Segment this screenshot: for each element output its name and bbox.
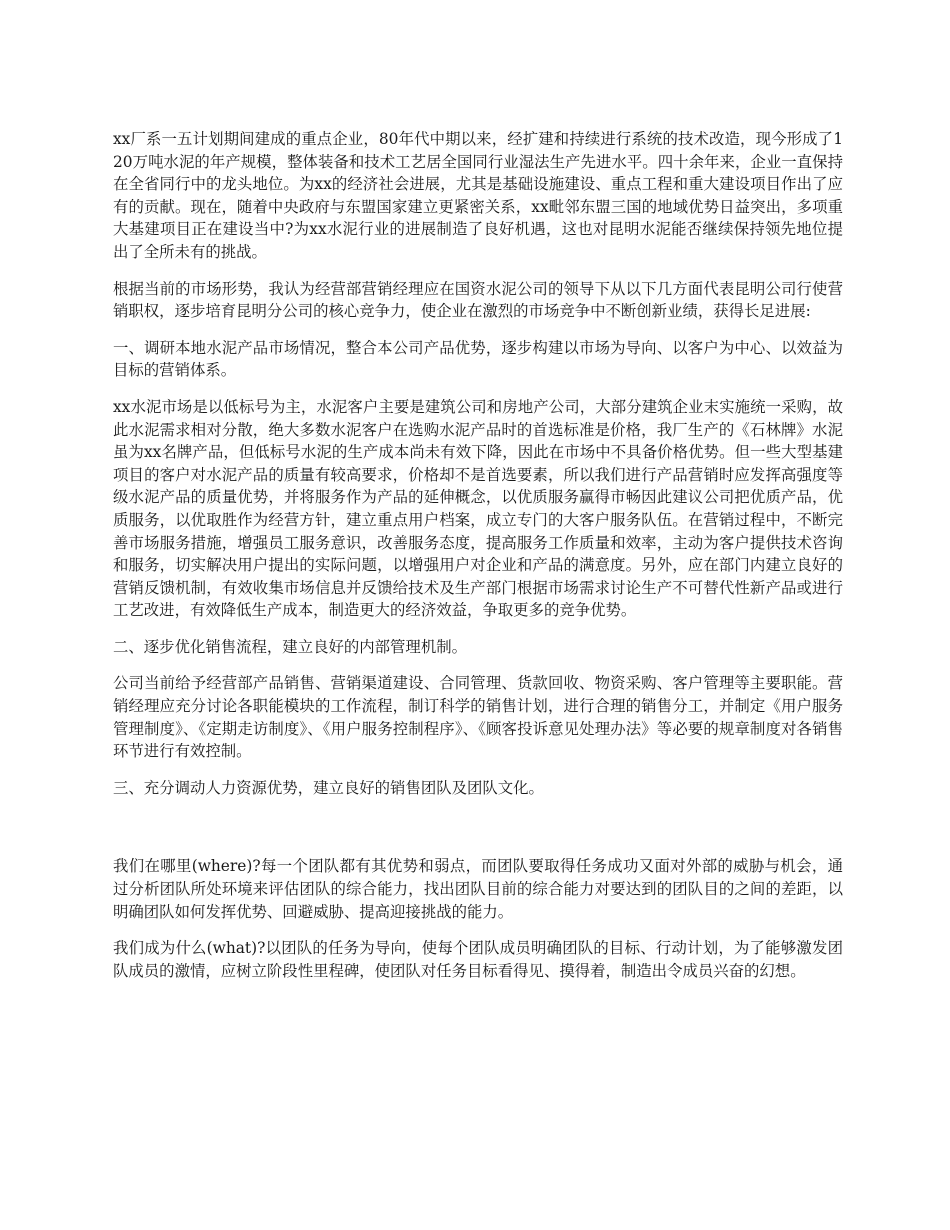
paragraph-where: 我们在哪里(where)?每一个团队都有其优势和弱点，而团队要取得任务成功又面对外部的威胁与机会，通过分析团队所处环境来评估团队的综合能力，找出团队目前的综合能力对要达到的团队目的之间的差距，以明确团队如何发挥优势、回避威胁、提高迎接挑战的能力。 <box>113 857 843 921</box>
paragraph-what: 我们成为什么(what)?以团队的任务为导向，使每个团队成员明确团队的目标、行动计划，为了能够激发团队成员的激情，应树立阶段性里程碑，使团队对任务目标看得见、摸得着，制造出令成员兴奋的幻想。 <box>113 939 843 980</box>
paragraph-company-background: xx厂系一五计划期间建成的重点企业，80年代中期以来，经扩建和持续进行系统的技术改造，现今形成了120万吨水泥的年产规模，整体装备和技术工艺居全国同行业湿法生产先进水平。四十余年来，企业一直保持在全省同行中的龙头地位。为xx的经济社会进展，尤其是基础设施建设、重点工程和重大建设项目作出了应有的贡献。现在，随着中央政府与东盟国家建立更紧密关系，xx毗邻东盟三国的地域优势日益突出，多项重大基建项目正在建设当中?为xx水泥行业的进展制造了良好机遇，这也对昆明水泥能否继续保持领先地位提出了全所未有的挑战。 <box>113 130 843 261</box>
document-page <box>113 128 843 996</box>
paragraph-point-two-heading: 二、逐步优化销售流程，建立良好的内部管理机制。 <box>113 637 467 656</box>
paragraph-sales-functions: 公司当前给予经营部产品销售、营销渠道建设、合同管理、货款回收、物资采购、客户管理等主要职能。营销经理应充分讨论各职能模块的工作流程，制订科学的销售计划，进行合理的销售分工，并制定《用户服务管理制度》、《定期走访制度》、《用户服务控制程序》、《顾客投诉意见处理办法》等必要的规章制度对各销售环节进行有效控制。 <box>113 674 843 761</box>
blank-spacer <box>113 813 843 855</box>
paragraph-point-three-heading: 三、充分调动人力资源优势，建立良好的销售团队及团队文化。 <box>113 778 544 797</box>
paragraph-market-situation: 根据当前的市场形势，我认为经营部营销经理应在国资水泥公司的领导下从以下几方面代表昆明公司行使营销职权，逐步培育昆明分公司的核心竞争力，使企业在激烈的市场竞争中不断创新业绩，获得长足进展: <box>113 279 843 321</box>
paragraph-cement-market: xx水泥市场是以低标号为主，水泥客户主要是建筑公司和房地产公司，大部分建筑企业末实施统一采购，故此水泥需求相对分散，绝大多数水泥客户在选购水泥产品时的首选标准是价格，我厂生产的《石林牌》水泥虽为xx名牌产品，但低标号水泥的生产成本尚未有效下降，因此在市场中不具备价格优势。但一些大型基建项目的客户对水泥产品的质量有较高要求，价格却不是首选要素，所以我们进行产品营销时应发挥高强度等级水泥产品的质量优势，并将服务作为产品的延伸概念，以优质服务赢得市畅因此建议公司把优质产品，优质服务，以优取胜作为经营方针，建立重点用户档案，成立专门的大客户服务队伍。在营销过程中，不断完善市场服务措施，增强员工服务意识，改善服务态度，提高服务工作质量和效率，主动为客户提供技术咨询和服务，切实解决用户提出的实际问题，以增强用户对企业和产品的满意度。另外，应在部门内建立良好的营销反馈机制，有效收集市场信息并反馈给技术及生产部门根据市场需求讨论生产不可替代性新产品或进行工艺改进，有效降低生产成本，制造更大的经济效益，争取更多的竞争优势。 <box>113 397 843 620</box>
paragraph-point-one-heading: 一、调研本地水泥产品市场情况，整合本公司产品优势，逐步构建以市场为导向、以客户为中心、以效益为目标的营销体系。 <box>113 338 843 380</box>
